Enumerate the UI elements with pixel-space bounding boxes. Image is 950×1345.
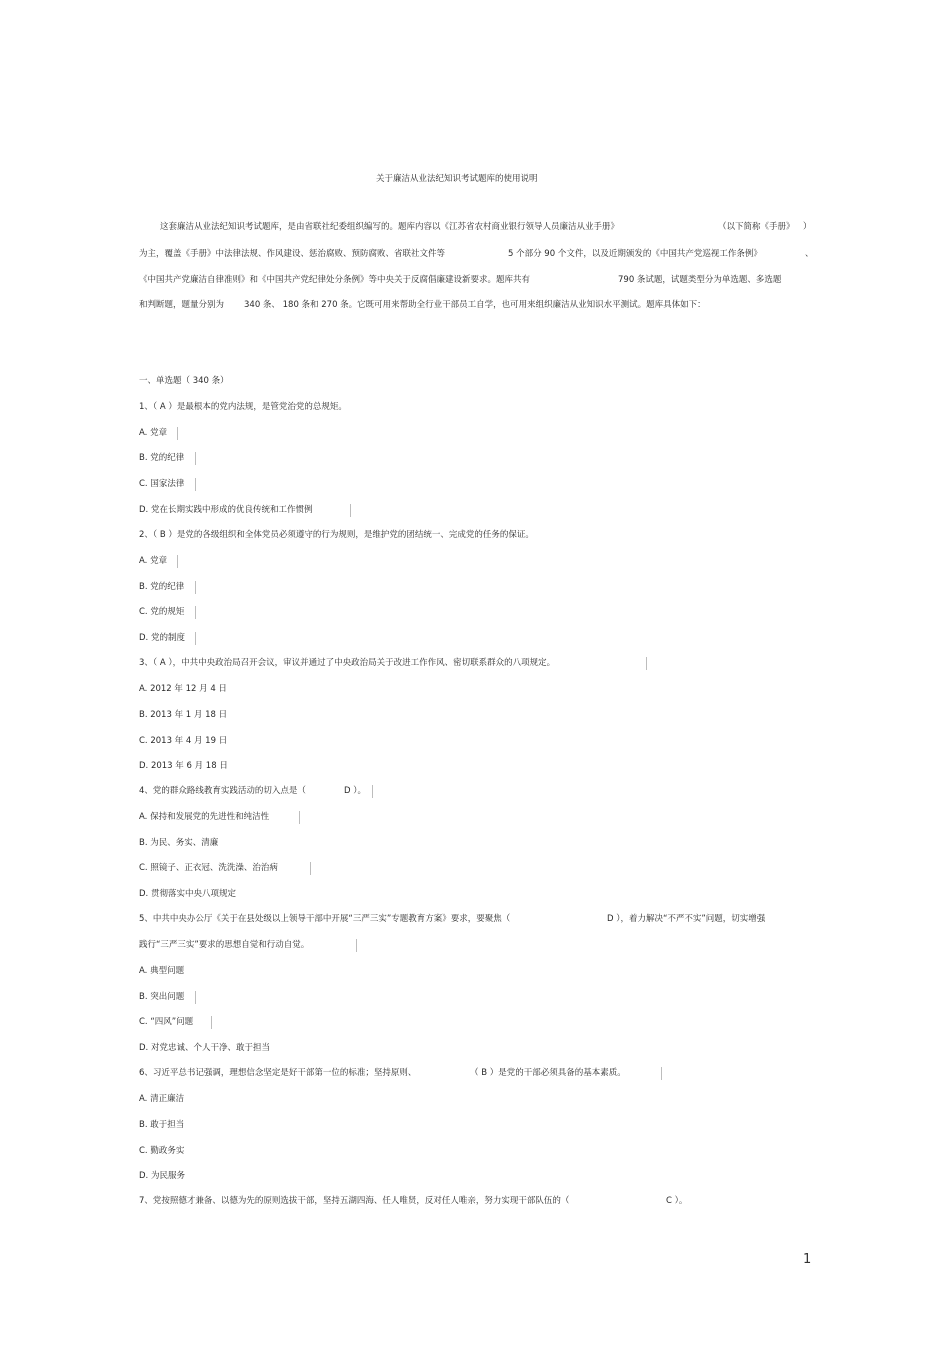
question-5: 5、中共中央办公厅《关于在县处级以上领导干部中开展“三严三实”专题教育方案》要求，要聚焦（ — [139, 914, 511, 924]
question-5-answer: D ），着力解决“不严不实”问题，切实增强 — [607, 914, 766, 924]
q5-option-b: B. 突出问题 — [139, 992, 185, 1002]
text-cursor-mark — [195, 452, 196, 465]
text-cursor-mark — [195, 632, 196, 645]
text-cursor-mark — [211, 1016, 212, 1029]
question-1: 1、（ A ）是最根本的党内法规，是管党治党的总规矩。 — [139, 402, 347, 412]
q1-option-a: A. 党章 — [139, 428, 168, 438]
q6-option-a: A. 清正廉洁 — [139, 1094, 185, 1104]
text-cursor-mark — [195, 606, 196, 619]
q5-option-a: A. 典型问题 — [139, 966, 185, 976]
q4-option-a: A. 保持和发展党的先进性和纯洁性 — [139, 812, 270, 822]
text-cursor-mark — [195, 581, 196, 594]
text-cursor-mark — [177, 555, 178, 568]
q6-option-b: B. 敢于担当 — [139, 1120, 185, 1130]
document-title: 关于廉洁从业法纪知识考试题库的使用说明 — [376, 174, 538, 184]
q4-option-d: D. 贯彻落实中央八项规定 — [139, 889, 236, 899]
question-6: 6、习近平总书记强调，理想信念坚定是好干部第一位的标准；坚持原则、 — [139, 1068, 417, 1078]
text-cursor-mark — [350, 504, 351, 517]
q6-option-d: D. 为民服务 — [139, 1171, 185, 1181]
text-cursor-mark — [195, 991, 196, 1004]
intro-line-1c: ） — [803, 222, 812, 232]
q6-option-c: C. 勤政务实 — [139, 1146, 185, 1156]
intro-line-1a: 这套廉洁从业法纪知识考试题库，是由省联社纪委组织编写的。题库内容以《江苏省农村商业银行领导人员廉洁从业手册》 — [160, 222, 620, 232]
text-cursor-mark — [661, 1067, 662, 1080]
question-2: 2、（ B ）是党的各级组织和全体党员必须遵守的行为规则，是维护党的团结统一、完成党的任务的保证。 — [139, 530, 534, 540]
text-cursor-mark — [356, 939, 357, 952]
section-heading: 一、单选题（ 340 条） — [139, 376, 229, 386]
q4-option-b: B. 为民、务实、清廉 — [139, 838, 219, 848]
intro-line-3b: 790 条试题，试题类型分为单选题、多选题 — [618, 275, 782, 285]
intro-line-4a: 和判断题，题量分别为 — [139, 300, 225, 310]
intro-line-2b: 5 个部分 90 个文件，以及近期颁发的《中国共产党巡视工作条例》 — [508, 249, 762, 259]
question-5-continued: 践行“三严三实”要求的思想自觉和行动自觉。 — [139, 940, 310, 950]
intro-line-2a: 为主，覆盖《手册》中法律法规、作风建设、惩治腐败、预防腐败、省联社文件等 — [139, 249, 446, 259]
q3-option-a: A. 2012 年 12 月 4 日 — [139, 684, 227, 694]
question-3: 3、（ A ），中共中央政治局召开会议，审议并通过了中央政治局关于改进工作作风、密切联系群众的八项规定。 — [139, 658, 556, 668]
intro-line-3a: 《中国共产党廉洁自律准则》和《中国共产党纪律处分条例》等中央关于反腐倡廉建设新要求。题库共有 — [139, 275, 531, 285]
q4-option-c: C. 照镜子、正衣冠、洗洗澡、治治病 — [139, 863, 278, 873]
q2-option-b: B. 党的纪律 — [139, 582, 185, 592]
question-7: 7、党按照德才兼备、以德为先的原则选拔干部，坚持五湖四海、任人唯贤，反对任人唯亲，努力实现干部队伍的（ — [139, 1196, 570, 1206]
text-cursor-mark — [372, 785, 373, 798]
text-cursor-mark — [646, 657, 647, 670]
q1-option-b: B. 党的纪律 — [139, 453, 185, 463]
q3-option-c: C. 2013 年 4 月 19 日 — [139, 736, 228, 746]
intro-line-1b: （以下简称《手册》 — [718, 222, 795, 232]
question-4: 4、党的群众路线教育实践活动的切入点是（ — [139, 786, 306, 796]
q2-option-d: D. 党的制度 — [139, 633, 185, 643]
text-cursor-mark — [195, 478, 196, 491]
text-cursor-mark — [177, 427, 178, 440]
question-4-answer: D ）。 — [344, 786, 366, 796]
q5-option-c: C. “四风”问题 — [139, 1017, 194, 1027]
intro-line-4b: 340 条、 180 条和 270 条。它既可用来帮助全行业干部员工自学，也可用来组织廉洁从业知识水平测试。题库具体如下： — [244, 300, 706, 310]
q3-option-b: B. 2013 年 1 月 18 日 — [139, 710, 228, 720]
question-6-answer: （ B ）是党的干部必须具备的基本素质。 — [470, 1068, 626, 1078]
question-7-answer: C ）。 — [666, 1196, 688, 1206]
text-cursor-mark — [299, 811, 300, 824]
q2-option-a: A. 党章 — [139, 556, 168, 566]
q2-option-c: C. 党的规矩 — [139, 607, 185, 617]
q5-option-d: D. 对党忠诚、个人干净、敢于担当 — [139, 1043, 270, 1053]
page-number: 1 — [803, 1252, 812, 1267]
q1-option-c: C. 国家法律 — [139, 479, 185, 489]
q1-option-d: D. 党在长期实践中形成的优良传统和工作惯例 — [139, 505, 313, 515]
q3-option-d: D. 2013 年 6 月 18 日 — [139, 761, 228, 771]
text-cursor-mark — [310, 862, 311, 875]
intro-line-2c: 、 — [805, 249, 814, 259]
